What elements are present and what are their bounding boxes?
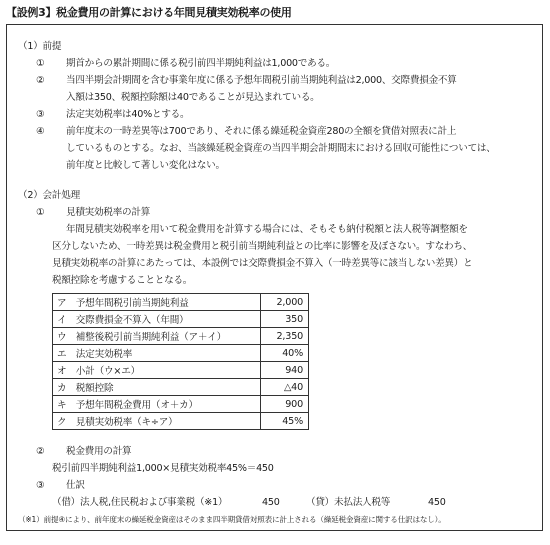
table-row bbox=[53, 362, 309, 379]
table-row bbox=[53, 328, 309, 345]
item-number: ① bbox=[36, 207, 45, 218]
row-label: キ 予想年間税金費用（オ＋カ） bbox=[53, 396, 261, 413]
premise-item-1 bbox=[36, 57, 335, 70]
item-number: ③ bbox=[36, 480, 45, 491]
sub-heading-tax-expense bbox=[36, 445, 131, 458]
item-number: ③ bbox=[36, 109, 45, 120]
paragraph-line: 見積実効税率の計算にあたっては、本設例では交際費損金不算入（一時差異等に該当しない差異）と bbox=[52, 258, 473, 269]
paragraph-line: 税額控除を考慮することとなる。 bbox=[52, 275, 193, 286]
row-value: 900 bbox=[261, 396, 309, 413]
row-label: イ 交際費損金不算入（年間） bbox=[53, 311, 261, 328]
sub-heading-effective-rate bbox=[36, 206, 150, 219]
tax-formula: 税引前四半期純利益1,000×見積実効税率45%＝450 bbox=[52, 463, 274, 474]
paragraph-line: 区分しないため、一時差異は税金費用と税引前当期純利益との比率に影響を及ぼさない。すなわち、 bbox=[52, 241, 473, 252]
table-row bbox=[53, 413, 309, 430]
item-number: ② bbox=[36, 446, 45, 457]
row-label: ア 予想年間税引前当期純利益 bbox=[53, 294, 261, 311]
row-value: 2,350 bbox=[261, 328, 309, 345]
row-value: 940 bbox=[261, 362, 309, 379]
sub-title: 見積実効税率の計算 bbox=[66, 207, 151, 218]
item-number: ④ bbox=[36, 126, 45, 137]
table-row bbox=[53, 345, 309, 362]
item-number: ① bbox=[36, 58, 45, 69]
premise-item-2 bbox=[36, 74, 457, 87]
row-value: 40% bbox=[261, 345, 309, 362]
effective-rate-table bbox=[52, 293, 309, 430]
table-row bbox=[53, 294, 309, 311]
row-value: 350 bbox=[261, 311, 309, 328]
journal-debit: （借）法人税,住民税および事業税（※1） bbox=[52, 497, 228, 508]
item-number: ② bbox=[36, 75, 45, 86]
premise-item-2-cont: 入額は350、税額控除額は40であることが見込まれている。 bbox=[66, 92, 320, 103]
premise-heading: （1）前提 bbox=[18, 41, 62, 52]
row-value: △40 bbox=[261, 379, 309, 396]
table-row bbox=[53, 379, 309, 396]
footnote: （※1）前提④により、前年度末の繰延税金資産はそのまま四半期貸借対照表に計上される（繰延税金資産に関する仕訳はなし）。 bbox=[18, 515, 446, 524]
accounting-heading: （2）会計処理 bbox=[18, 190, 80, 201]
row-value: 45% bbox=[261, 413, 309, 430]
premise-item-3 bbox=[36, 108, 189, 121]
item-text: 前年度末の一時差異等は700であり、それに係る繰延税金資産280の全額を貸借対照表に計上 bbox=[66, 126, 457, 137]
paragraph-line: 年間見積実効税率を用いて税金費用を計算する場合には、そもそも納付税額と法人税等調整額を bbox=[66, 224, 468, 235]
item-text: 法定実効税率は40%とする。 bbox=[66, 109, 190, 120]
premise-item-4-cont2: 前年度と比較して著しい変化はない。 bbox=[66, 160, 225, 171]
sub-title: 仕訳 bbox=[66, 480, 85, 491]
row-label: ウ 補整後税引前当期純利益（ア＋イ） bbox=[53, 328, 261, 345]
row-label: ク 見積実効税率（キ÷ア） bbox=[53, 413, 261, 430]
journal-debit-amount: 450 bbox=[262, 497, 280, 508]
journal-credit: （貸）未払法人税等 bbox=[306, 497, 391, 508]
table-row bbox=[53, 311, 309, 328]
row-label: オ 小計（ウ×エ） bbox=[53, 362, 261, 379]
item-text: 当四半期会計期間を含む事業年度に係る予想年間税引前当期純利益は2,000、交際費損金不算 bbox=[66, 75, 457, 86]
row-label: カ 税額控除 bbox=[53, 379, 261, 396]
journal-credit-amount: 450 bbox=[428, 497, 446, 508]
row-label: エ 法定実効税率 bbox=[53, 345, 261, 362]
premise-item-4 bbox=[36, 125, 456, 138]
document-title: 【設例3】税金費用の計算における年間見積実効税率の使用 bbox=[6, 6, 292, 19]
premise-item-4-cont1: しているものとする。なお、当該繰延税金資産の当四半期会計期間末における回収可能性については、 bbox=[66, 143, 496, 154]
sub-heading-journal bbox=[36, 479, 85, 492]
table-row bbox=[53, 396, 309, 413]
sub-title: 税金費用の計算 bbox=[66, 446, 132, 457]
item-text: 期首からの累計期間に係る税引前四半期純利益は1,000である。 bbox=[66, 58, 336, 69]
row-value: 2,000 bbox=[261, 294, 309, 311]
